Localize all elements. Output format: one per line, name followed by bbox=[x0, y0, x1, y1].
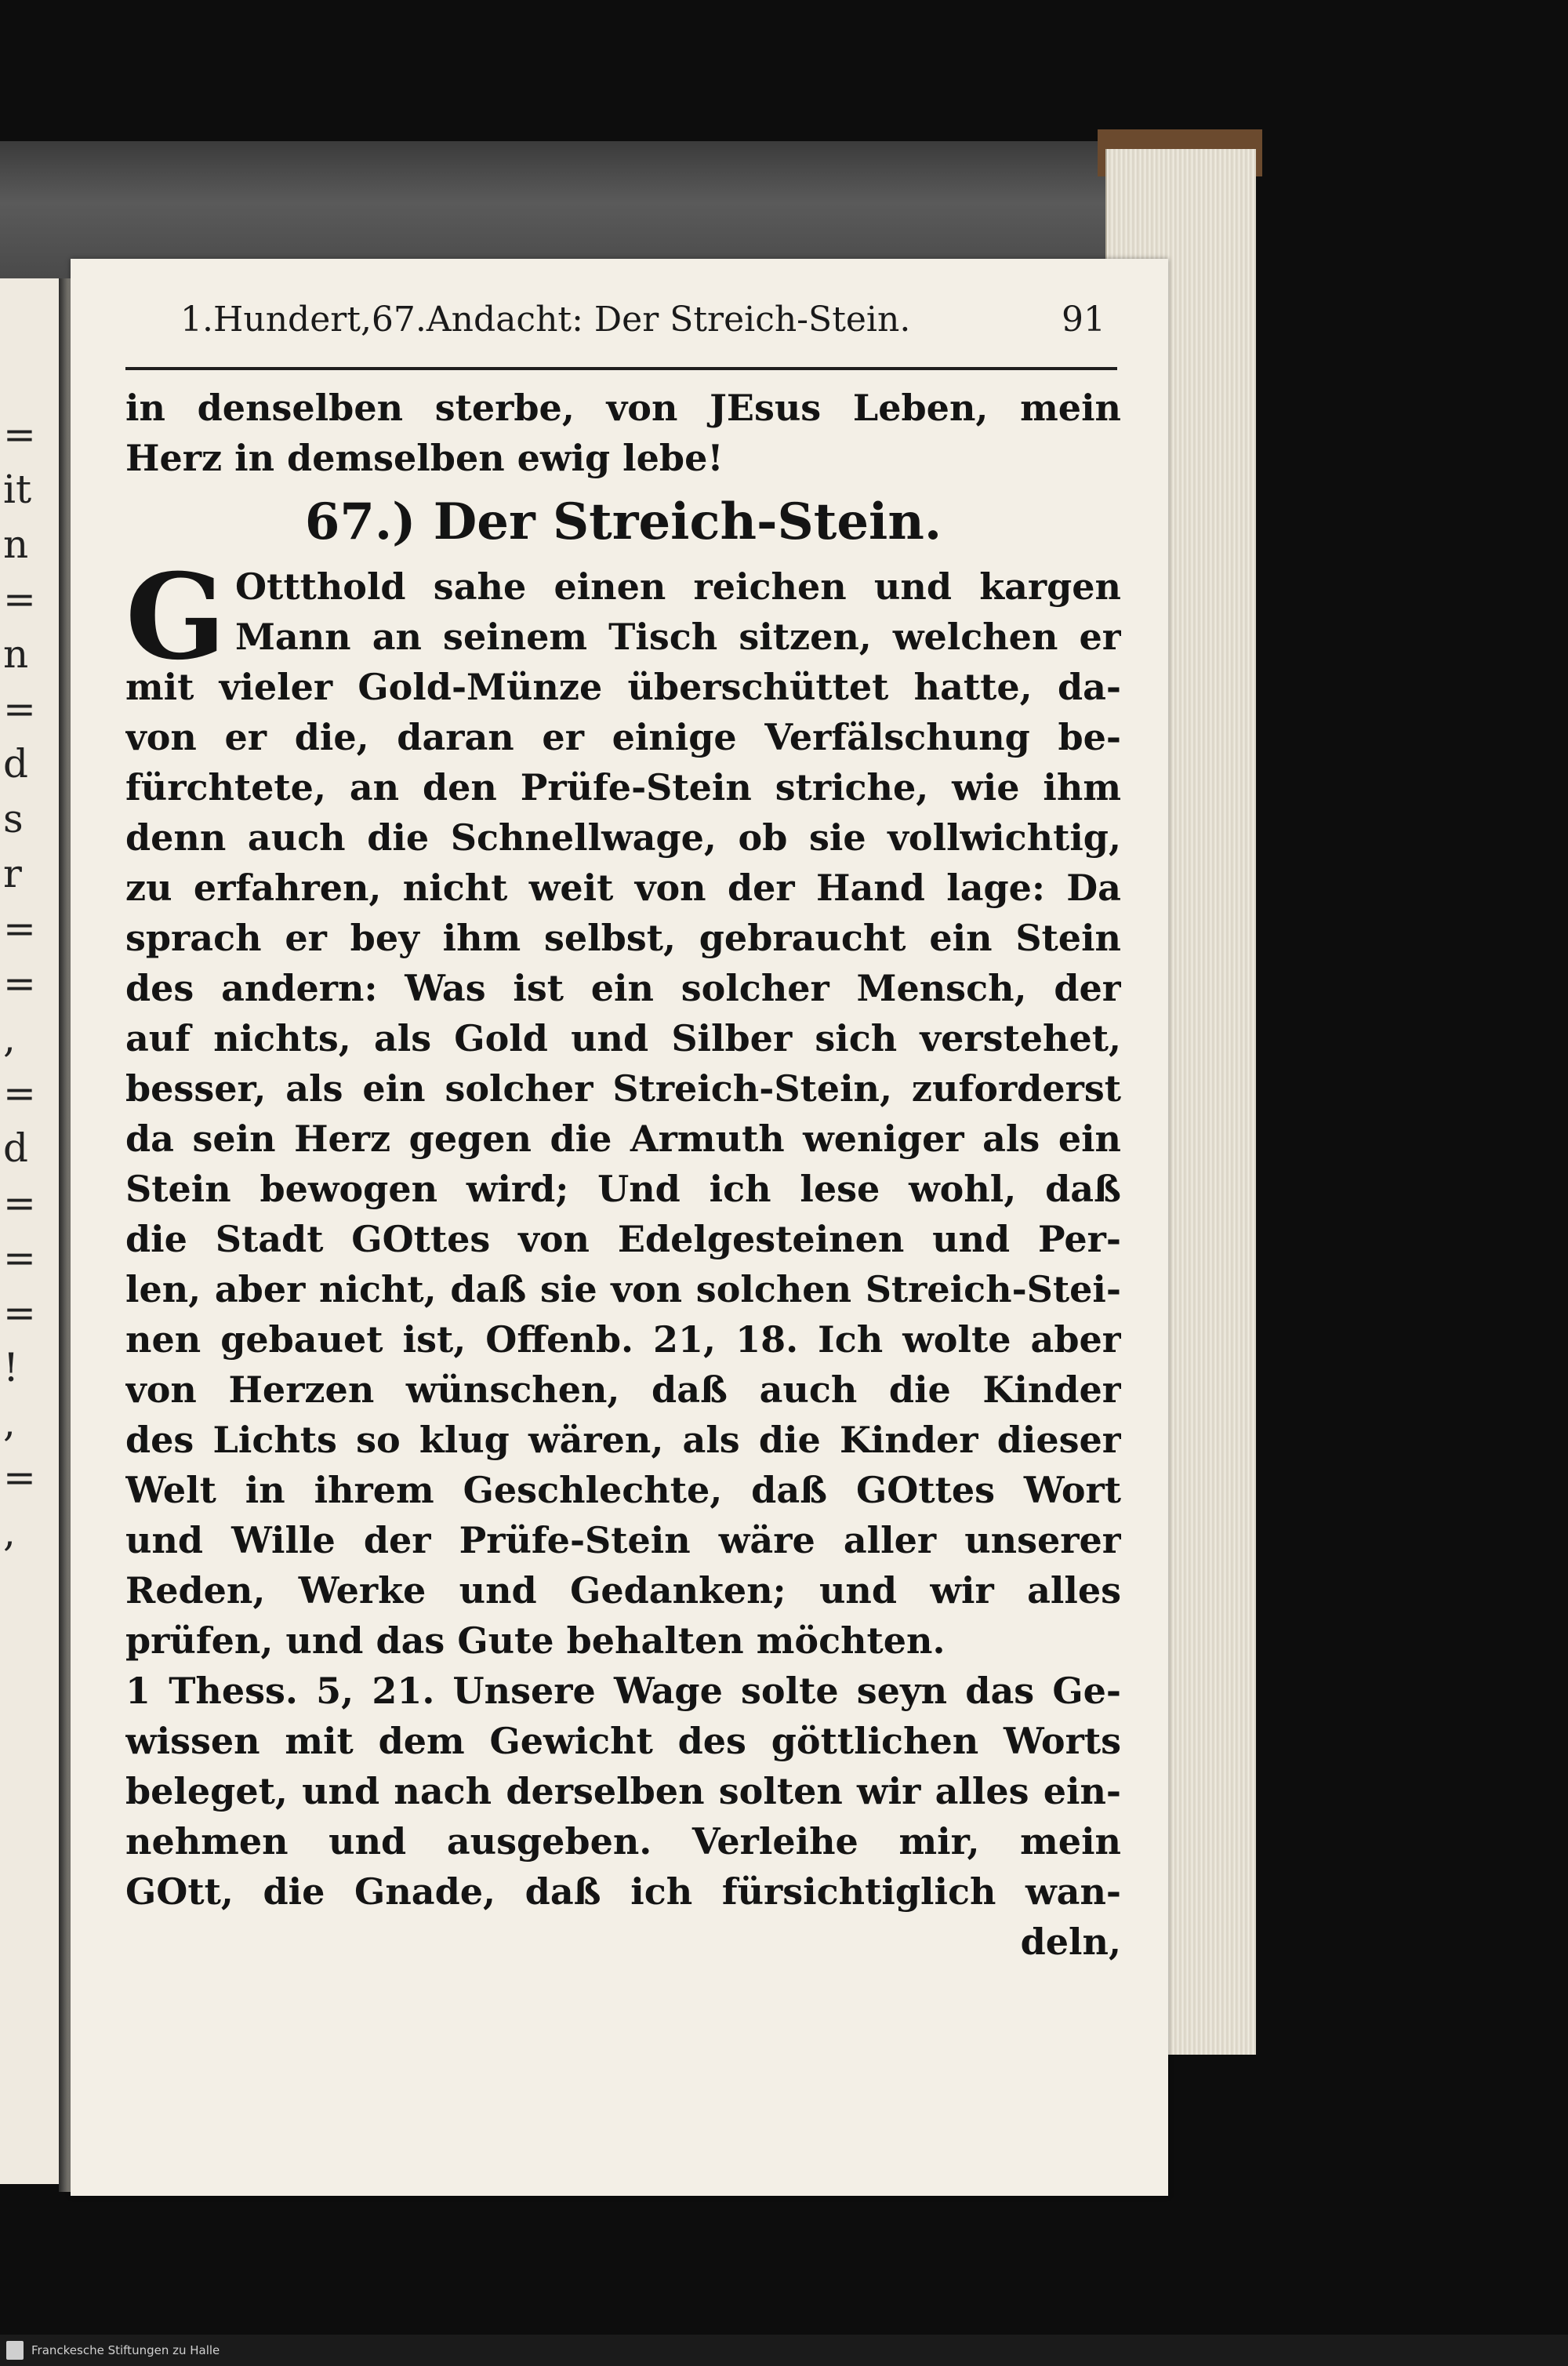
drop-cap: G bbox=[125, 548, 227, 686]
text-line: Stein bewogen wird; Und ich lese wohl, daß bbox=[125, 1168, 1121, 1210]
header-rule bbox=[125, 367, 1117, 370]
text-line: len, aber nicht, daß sie von solchen Streich-Stei- bbox=[125, 1268, 1121, 1310]
left-page-glyph: = bbox=[3, 1290, 36, 1336]
running-title: 1.Hundert,67.Andacht: Der Streich-Stein. bbox=[180, 300, 911, 340]
text-line: GOtt, die Gnade, daß ich fürsichtiglich wan- bbox=[125, 1870, 1121, 1913]
left-page-glyph: , bbox=[3, 1510, 16, 1555]
left-page-glyph: = bbox=[3, 1235, 36, 1281]
left-page-glyph: ! bbox=[3, 1345, 20, 1390]
text-line: Welt in ihrem Geschlechte, daß GOttes Wort bbox=[125, 1469, 1121, 1511]
left-page-glyph: = bbox=[3, 576, 36, 622]
left-page-glyph: = bbox=[3, 1455, 36, 1500]
text-line: in denselben sterbe, von JEsus Leben, mein bbox=[125, 387, 1121, 429]
text-line: sprach er bey ihm selbst, gebraucht ein Stein bbox=[125, 917, 1121, 959]
text-line: des andern: Was ist ein solcher Mensch, der bbox=[125, 967, 1121, 1009]
text-line: Ottthold sahe einen reichen und kargen bbox=[235, 565, 1121, 608]
text-line: die Stadt GOttes von Edelgesteinen und Per- bbox=[125, 1218, 1121, 1260]
book-page bbox=[71, 259, 1168, 2196]
left-page-fragment bbox=[0, 278, 59, 2184]
left-page-glyph: , bbox=[3, 1016, 16, 1061]
text-line: Mann an seinem Tisch sitzen, welchen er bbox=[235, 616, 1121, 658]
left-page-glyph: = bbox=[3, 412, 36, 457]
left-page-glyph: d bbox=[3, 741, 29, 787]
text-line: und Wille der Prüfe-Stein wäre aller unserer bbox=[125, 1519, 1121, 1561]
text-line: nehmen und ausgeben. Verleihe mir, mein bbox=[125, 1820, 1121, 1863]
text-line: Reden, Werke und Gedanken; und wir alles bbox=[125, 1569, 1121, 1612]
book-top-edge bbox=[0, 141, 1254, 278]
page-body bbox=[125, 383, 1121, 1967]
section-heading: 67.) Der Streich-Stein. bbox=[304, 492, 942, 551]
left-page-glyph: = bbox=[3, 686, 36, 732]
text-line: von er die, daran er einige Verfälschung be- bbox=[125, 716, 1121, 758]
text-line: fürchtete, an den Prüfe-Stein striche, wie ihm bbox=[125, 766, 1121, 809]
left-page-glyph: = bbox=[3, 1070, 36, 1116]
text-line: von Herzen wünschen, daß auch die Kinder bbox=[125, 1368, 1121, 1411]
catchword: deln, bbox=[1020, 1921, 1121, 1963]
text-line: des Lichts so klug wären, als die Kinder dieser bbox=[125, 1419, 1121, 1461]
left-page-glyph: , bbox=[3, 1400, 16, 1445]
left-page-glyph: r bbox=[3, 851, 22, 896]
left-page-glyph: n bbox=[3, 631, 29, 677]
text-line: Herz in demselben ewig lebe! bbox=[125, 437, 724, 479]
text-line: 1 Thess. 5, 21. Unsere Wage solte seyn das Ge- bbox=[125, 1670, 1121, 1712]
text-line: mit vieler Gold-Münze überschüttet hatte, da- bbox=[125, 666, 1121, 708]
text-line: besser, als ein solcher Streich-Stein, zuforderst bbox=[125, 1067, 1121, 1110]
left-page-glyph: s bbox=[3, 796, 24, 841]
text-line: zu erfahren, nicht weit von der Hand lage: Da bbox=[125, 867, 1121, 909]
institution-label: Franckesche Stiftungen zu Halle bbox=[31, 2343, 220, 2357]
text-line: auf nichts, als Gold und Silber sich verstehet, bbox=[125, 1017, 1121, 1059]
left-page-glyph: d bbox=[3, 1125, 29, 1171]
left-page-glyph: = bbox=[3, 961, 36, 1006]
left-page-glyph: it bbox=[3, 467, 32, 512]
text-line: denn auch die Schnellwage, ob sie vollwichtig, bbox=[125, 816, 1121, 859]
institution-logo bbox=[6, 2341, 24, 2360]
left-page-glyph: = bbox=[3, 1180, 36, 1226]
left-page-glyph: = bbox=[3, 906, 36, 951]
paragraph bbox=[125, 548, 1121, 1917]
page-number: 91 bbox=[1062, 300, 1105, 340]
text-line: beleget, und nach derselben solten wir alles ein- bbox=[125, 1770, 1121, 1812]
text-line: wissen mit dem Gewicht des göttlichen Worts bbox=[125, 1720, 1121, 1762]
footer-bar bbox=[0, 2335, 1568, 2366]
text-line: nen gebauet ist, Offenb. 21, 18. Ich wolte aber bbox=[125, 1318, 1121, 1361]
text-line: prüfen, und das Gute behalten möchten. bbox=[125, 1619, 946, 1662]
text-line: da sein Herz gegen die Armuth weniger als ein bbox=[125, 1118, 1121, 1160]
gutter bbox=[59, 278, 71, 2192]
left-page-glyph: n bbox=[3, 522, 29, 567]
running-header bbox=[180, 300, 1121, 354]
